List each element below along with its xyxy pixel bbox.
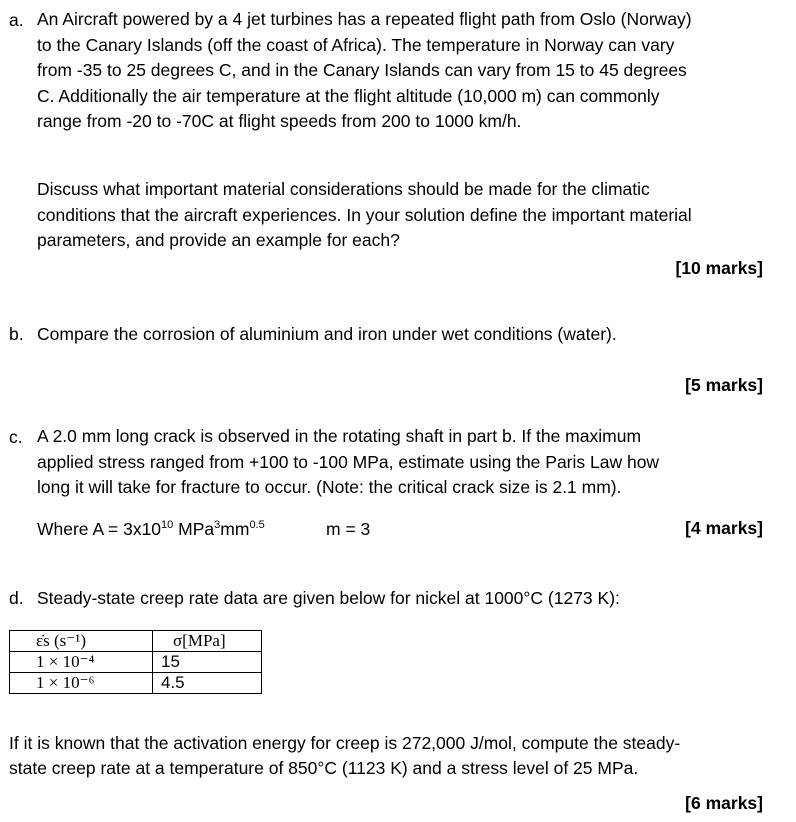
question-c-marks: [4 marks] — [685, 518, 763, 538]
question-c-line-3: long it will take for fracture to occur. (Note: the critical crack size is 2.1 mm). — [37, 477, 622, 497]
question-d-follow-line-1: If it is known that the activation energy for creep is 272,000 J/mol, compute the steady- — [9, 733, 681, 753]
constant-a-mm-exponent: 0.5 — [249, 519, 265, 532]
question-c-label: c. — [9, 427, 23, 447]
constant-a-exponent: 10 — [161, 519, 174, 532]
question-d-marks: [6 marks] — [685, 793, 763, 813]
cell-creep-rate: 1 × 10⁻⁶ — [10, 673, 153, 694]
creep-data-table — [9, 630, 262, 694]
constant-a-unit: MPa — [173, 519, 215, 539]
question-a-text — [37, 7, 765, 135]
question-a-line-1: An Aircraft powered by a 4 jet turbines has a repeated flight path from Oslo (Norway) — [37, 9, 692, 29]
header-stress: σ[MPa] — [153, 631, 262, 652]
question-a-discuss-line-3: parameters, and provide an example for each? — [37, 230, 400, 250]
question-a-marks: [10 marks] — [675, 258, 763, 278]
question-a-line-5: range from -20 to -70C at flight speeds from 200 to 1000 km/h. — [37, 111, 522, 131]
question-a-discuss — [37, 177, 765, 254]
question-a-line-2: to the Canary Islands (off the coast of Africa). The temperature in Norway can vary — [37, 34, 675, 55]
header-creep-rate: ε̇s (s⁻¹) — [10, 631, 153, 652]
question-a-discuss-line-2: conditions that the aircraft experiences. In your solution define the important material — [37, 204, 692, 225]
question-b-label: b. — [9, 324, 24, 344]
cell-creep-rate: 1 × 10⁻⁴ — [10, 652, 153, 673]
question-a-line-3: from -35 to 25 degrees C, and in the Canary Islands can vary from 15 to 45 degrees — [37, 60, 687, 80]
paris-law-m: m = 3 — [326, 519, 371, 539]
question-c-line-1: A 2.0 mm long crack is observed in the rotating shaft in part b. If the maximum — [37, 426, 642, 446]
question-a-discuss-line-1: Discuss what important material considerations should be made for the climatic — [37, 179, 650, 199]
cell-stress: 4.5 — [153, 673, 262, 694]
question-a-label: a. — [9, 10, 24, 30]
constant-a-mm: mm — [220, 519, 250, 539]
question-c-line-2: applied stress ranged from +100 to -100 MPa, estimate using the Paris Law how — [37, 451, 660, 472]
question-a-line-4: C. Additionally the air temperature at the flight altitude (10,000 m) can commonly — [37, 85, 660, 106]
question-d-text: Steady-state creep rate data are given below for nickel at 1000°C (1273 K): — [37, 588, 620, 608]
constant-a-unit-exponent: 3 — [214, 519, 221, 532]
table-row — [10, 652, 262, 673]
question-b-marks: [5 marks] — [685, 375, 763, 395]
constant-a-prefix: Where A = 3x10 — [37, 519, 162, 539]
table-row — [10, 673, 262, 694]
question-d-follow-line-2: state creep rate at a temperature of 850°C (1123 K) and a stress level of 25 MPa. — [9, 758, 639, 778]
question-c-text — [37, 424, 765, 501]
question-d-follow — [9, 731, 769, 781]
question-b-text: Compare the corrosion of aluminium and iron under wet conditions (water). — [37, 324, 617, 344]
cell-stress: 15 — [153, 652, 262, 673]
table-header-row — [10, 631, 262, 652]
paris-law-constant — [37, 518, 265, 540]
question-d-label: d. — [9, 588, 24, 608]
